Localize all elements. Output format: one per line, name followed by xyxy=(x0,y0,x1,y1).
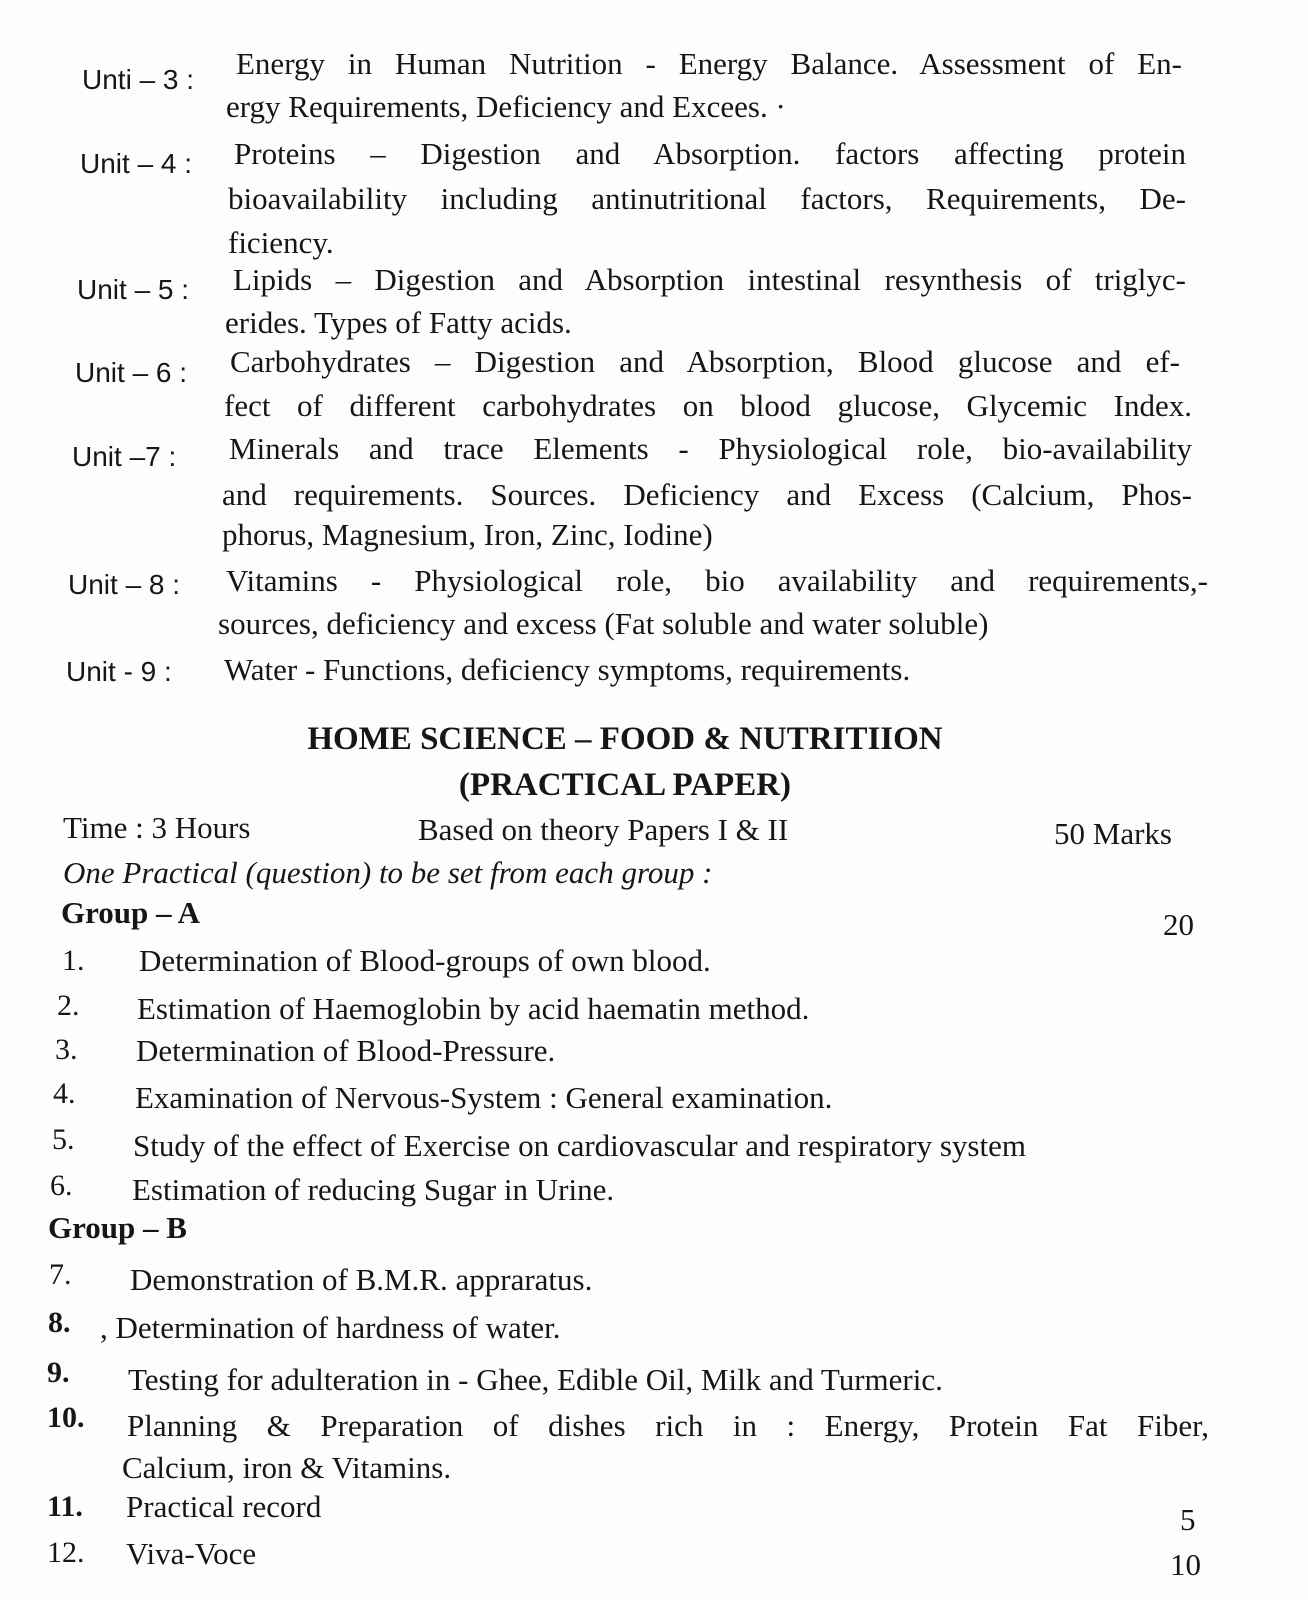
item-text: , Determination of hardness of water. xyxy=(100,1310,561,1345)
item-number: 6. xyxy=(50,1169,73,1202)
item-text: Examination of Nervous-System : General examination. xyxy=(135,1080,833,1115)
group-label: Group – B xyxy=(48,1210,187,1245)
unit-text-line: erides. Types of Fatty acids. xyxy=(225,305,572,340)
unit-label: Unti – 3 : xyxy=(82,64,195,95)
unit-text-line: ergy Requirements, Deficiency and Excees. · xyxy=(226,89,786,124)
unit-label: Unit – 6 : xyxy=(75,357,188,388)
item-number: 1. xyxy=(62,944,85,977)
item-marks: 10 xyxy=(1170,1547,1201,1582)
item-number: 7. xyxy=(49,1258,72,1291)
item-number: 4. xyxy=(53,1077,76,1110)
item-text: Determination of Blood-Pressure. xyxy=(136,1033,556,1068)
unit-label: Unit - 9 : xyxy=(66,656,172,687)
exam-time: Time : 3 Hours xyxy=(63,810,251,845)
practical-subtitle: (PRACTICAL PAPER) xyxy=(458,767,792,803)
item-marks: 5 xyxy=(1180,1502,1196,1537)
unit-text-line: phorus, Magnesium, Iron, Zinc, Iodine) xyxy=(222,517,713,552)
practical-title: HOME SCIENCE – FOOD & NUTRITIION xyxy=(307,721,943,757)
item-number: 5. xyxy=(52,1123,75,1156)
unit-text-line: Vitamins - Physiological role, bio availability and requirements,- xyxy=(226,563,1208,598)
total-marks: 50 Marks xyxy=(1054,816,1172,851)
unit-text-line: Energy in Human Nutrition - Energy Balance. Assessment of En- xyxy=(236,46,1182,81)
item-text: Determination of Blood-groups of own blood. xyxy=(139,943,711,978)
unit-text-line: Proteins – Digestion and Absorption. factors affecting protein xyxy=(234,136,1186,171)
unit-text-line: sources, deficiency and excess (Fat soluble and water soluble) xyxy=(218,606,989,641)
based-on: Based on theory Papers I & II xyxy=(418,812,789,847)
unit-text-line: Carbohydrates – Digestion and Absorption, Blood glucose and ef- xyxy=(230,344,1180,379)
group-marks: 20 xyxy=(1163,907,1194,942)
unit-text-line: Minerals and trace Elements - Physiological role, bio-availability xyxy=(229,431,1192,466)
unit-label: Unit – 8 : xyxy=(68,569,181,600)
unit-label: Unit – 5 : xyxy=(77,274,190,305)
unit-text-line: and requirements. Sources. Deficiency and Excess (Calcium, Phos- xyxy=(222,477,1192,512)
item-text: Estimation of Haemoglobin by acid haematin method. xyxy=(137,991,810,1026)
item-text: Testing for adulteration in - Ghee, Edible Oil, Milk and Turmeric. xyxy=(128,1362,943,1397)
instruction: One Practical (question) to be set from each group : xyxy=(63,855,713,890)
item-number: 11. xyxy=(47,1490,83,1523)
unit-text-line: bioavailability including antinutritional factors, Requirements, De- xyxy=(228,181,1186,216)
item-text: Study of the effect of Exercise on cardiovascular and respiratory system xyxy=(133,1128,1026,1163)
item-number: 10. xyxy=(47,1401,85,1434)
item-text: Estimation of reducing Sugar in Urine. xyxy=(132,1172,615,1207)
unit-label: Unit –7 : xyxy=(72,441,177,472)
item-number: 2. xyxy=(57,989,80,1022)
group-label: Group – A xyxy=(61,895,200,930)
item-number: 3. xyxy=(55,1033,78,1066)
unit-text-line: ficiency. xyxy=(228,225,334,260)
item-number: 12. xyxy=(47,1536,85,1569)
item-text: Viva-Voce xyxy=(126,1536,257,1571)
unit-text-line: fect of different carbohydrates on blood glucose, Glycemic Index. xyxy=(224,388,1192,423)
unit-label: Unit – 4 : xyxy=(80,148,193,179)
item-text: Calcium, iron & Vitamins. xyxy=(122,1450,452,1485)
item-number: 8. xyxy=(48,1306,71,1339)
unit-text-line: Lipids – Digestion and Absorption intestinal resynthesis of triglyc- xyxy=(233,262,1186,297)
item-number: 9. xyxy=(47,1356,70,1389)
item-text: Demonstration of B.M.R. appraratus. xyxy=(130,1262,593,1297)
item-text: Practical record xyxy=(126,1489,322,1524)
item-text: Planning & Preparation of dishes rich in : Energy, Protein Fat Fiber, xyxy=(127,1408,1209,1443)
unit-text-line: Water - Functions, deficiency symptoms, requirements. xyxy=(224,652,911,687)
